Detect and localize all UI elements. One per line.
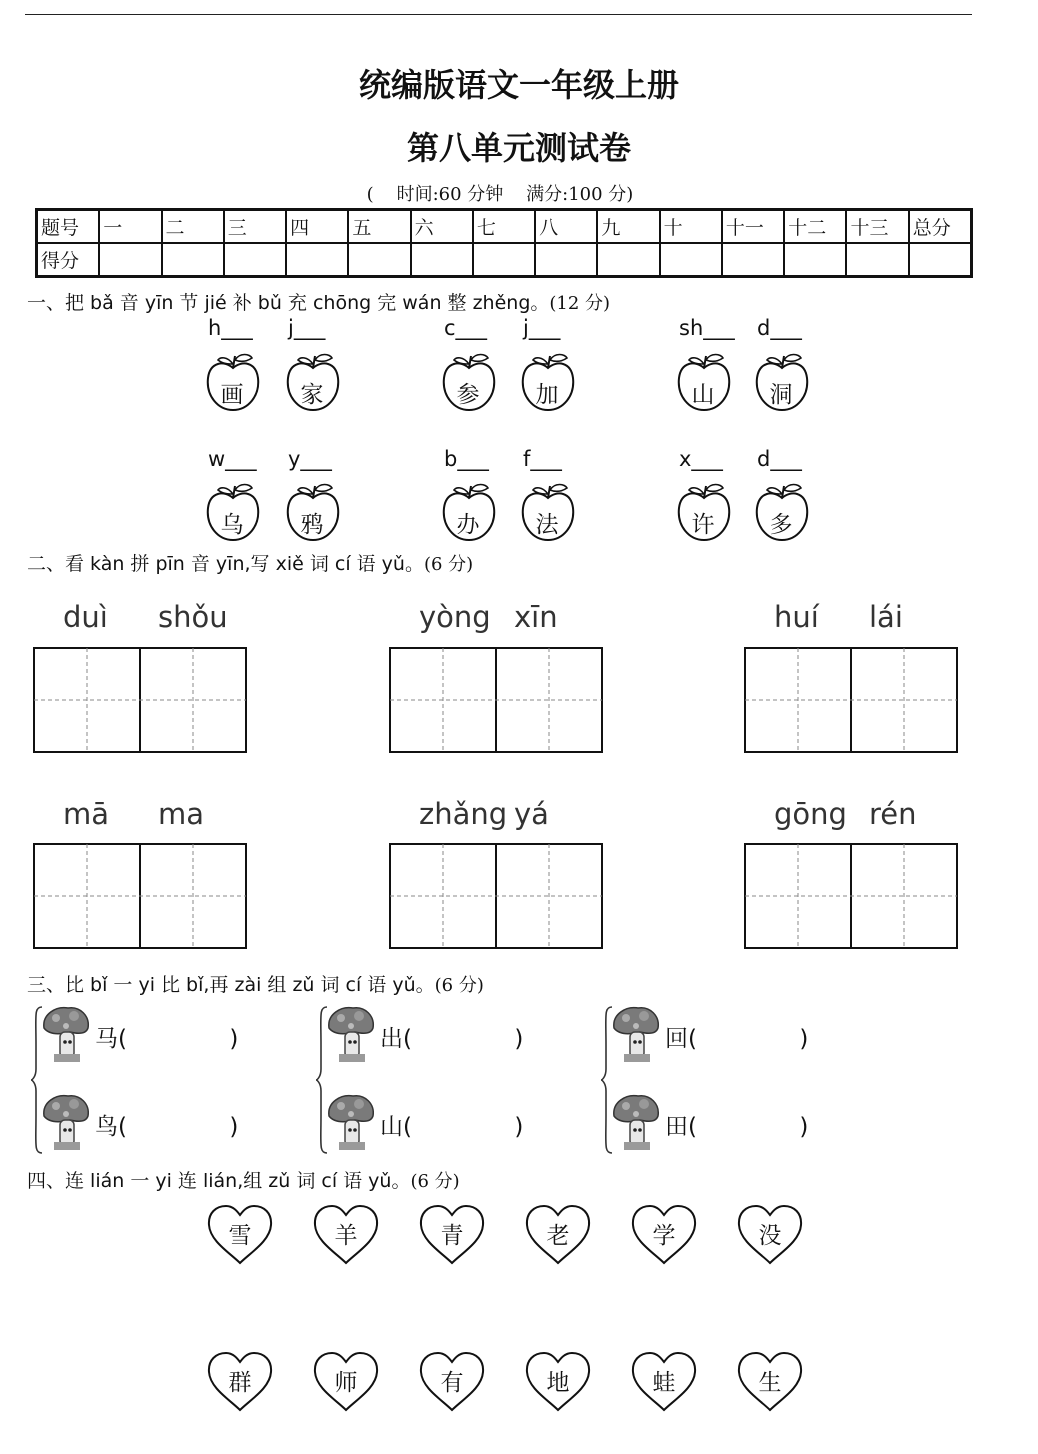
score-cell: 五 xyxy=(348,210,410,244)
apple-icon xyxy=(753,352,811,414)
score-input-cell[interactable] xyxy=(722,243,784,277)
pinyin-word: ma xyxy=(158,797,205,831)
score-cell: 四 xyxy=(286,210,348,244)
score-input-cell[interactable] xyxy=(660,243,722,277)
score-cell: 一 xyxy=(99,210,161,244)
compare-word-blank[interactable]: 回( ) xyxy=(665,1026,809,1052)
score-cell: 八 xyxy=(535,210,597,244)
score-input-cell[interactable] xyxy=(597,243,659,277)
tianzige-grid[interactable] xyxy=(389,843,603,949)
heart-character: 老 xyxy=(546,1223,570,1249)
heart-character: 蛙 xyxy=(652,1370,676,1396)
apple-icon xyxy=(675,352,733,414)
pinyin-word: duì xyxy=(63,600,108,634)
tianzige-grid[interactable] xyxy=(744,843,958,949)
exam-info: ( 时间:60 分钟 满分:100 分) xyxy=(366,184,634,205)
score-input-cell[interactable] xyxy=(99,243,161,277)
tianzige-grid[interactable] xyxy=(744,647,958,753)
heart-character: 师 xyxy=(334,1370,358,1396)
heart-character-card[interactable] xyxy=(736,1350,804,1414)
pinyin-word: zhǎng xyxy=(419,797,508,831)
apple-icon xyxy=(204,352,262,414)
score-cell: 十一 xyxy=(722,210,784,244)
heart-character-card[interactable] xyxy=(312,1350,380,1414)
pinyin-blank-label: j___ xyxy=(523,316,561,340)
score-input-cell[interactable] xyxy=(411,243,473,277)
pinyin-blank-label: f___ xyxy=(523,447,562,471)
heart-character-card[interactable] xyxy=(630,1203,698,1267)
apple-character: 加 xyxy=(535,382,559,408)
pinyin-word: yá xyxy=(514,797,549,831)
score-row-label: 得分 xyxy=(37,243,100,277)
tianzige-grid[interactable] xyxy=(33,647,247,753)
heart-character: 生 xyxy=(758,1370,782,1396)
apple-icon xyxy=(440,352,498,414)
heart-character: 没 xyxy=(758,1223,782,1249)
heart-character-card[interactable] xyxy=(312,1203,380,1267)
heart-character-card[interactable] xyxy=(418,1350,486,1414)
score-cell: 二 xyxy=(162,210,224,244)
q4-heading-text: 四、连 lián 一 yi 连 lián,组 zǔ 词 cí 语 yǔ。 xyxy=(27,1170,411,1192)
apple-icon xyxy=(753,482,811,544)
mushroom-icon xyxy=(610,1004,664,1070)
score-table xyxy=(35,208,973,278)
apple-icon xyxy=(440,482,498,544)
pinyin-blank-label: b___ xyxy=(444,447,489,471)
q2-heading xyxy=(27,549,473,576)
q1-heading xyxy=(27,288,610,315)
mushroom-icon xyxy=(325,1004,379,1070)
score-cell: 总分 xyxy=(909,210,972,244)
score-input-cell[interactable] xyxy=(535,243,597,277)
apple-character: 多 xyxy=(769,512,793,538)
heart-character: 地 xyxy=(546,1370,570,1396)
pinyin-word: mā xyxy=(63,797,110,831)
pinyin-word: huí xyxy=(774,600,819,634)
score-table-score-row xyxy=(37,243,972,277)
apple-character: 家 xyxy=(300,382,324,408)
heart-character-card[interactable] xyxy=(736,1203,804,1267)
score-cell: 三 xyxy=(224,210,286,244)
q3-heading-text: 三、比 bǐ 一 yi 比 bǐ,再 zài 组 zǔ 词 cí 语 yǔ。 xyxy=(27,974,435,996)
apple-character: 乌 xyxy=(220,512,244,538)
apple-character: 鸦 xyxy=(300,512,324,538)
pinyin-blank-label: y___ xyxy=(288,447,332,471)
q4-points: (6 分) xyxy=(410,1171,460,1192)
q2-heading-text: 二、看 kàn 拼 pīn 音 yīn,写 xiě 词 cí 语 yǔ。 xyxy=(27,553,424,575)
compare-word-blank[interactable]: 山( ) xyxy=(380,1114,524,1140)
apple-character: 画 xyxy=(220,382,244,408)
compare-word-blank[interactable]: 马( ) xyxy=(95,1026,239,1052)
score-input-cell[interactable] xyxy=(286,243,348,277)
tianzige-grid[interactable] xyxy=(389,647,603,753)
apple-character: 洞 xyxy=(769,382,793,408)
pinyin-word: yòng xyxy=(419,600,491,634)
apple-icon xyxy=(284,352,342,414)
q2-points: (6 分) xyxy=(423,554,474,575)
pinyin-blank-label: sh___ xyxy=(679,316,735,340)
apple-character: 法 xyxy=(535,512,559,538)
score-table-header-row xyxy=(37,210,972,244)
score-cell: 题号 xyxy=(37,210,100,244)
q3-points: (6 分) xyxy=(434,975,484,996)
heart-character: 雪 xyxy=(228,1223,252,1249)
heart-character: 羊 xyxy=(334,1223,358,1249)
pinyin-blank-label: d___ xyxy=(757,316,802,340)
score-input-cell[interactable] xyxy=(162,243,224,277)
q1-points: (12 分) xyxy=(549,293,611,314)
pinyin-word: xīn xyxy=(514,600,558,634)
pinyin-word: gōng xyxy=(774,797,847,831)
apple-character: 办 xyxy=(456,512,480,538)
heart-character: 学 xyxy=(652,1223,676,1249)
heart-character: 青 xyxy=(440,1223,464,1249)
apple-icon xyxy=(519,482,577,544)
pinyin-blank-label: x___ xyxy=(679,447,723,471)
score-input-cell[interactable] xyxy=(909,243,972,277)
score-input-cell[interactable] xyxy=(846,243,908,277)
page-subtitle: 第八单元测试卷 xyxy=(406,129,631,167)
apple-icon xyxy=(675,482,733,544)
apple-icon xyxy=(284,482,342,544)
score-cell: 六 xyxy=(411,210,473,244)
apple-character: 山 xyxy=(691,382,715,408)
mushroom-icon xyxy=(610,1092,664,1158)
q1-heading-text: 一、把 bǎ 音 yīn 节 jié 补 bǔ 充 chōng 完 wán 整 zhěng。 xyxy=(27,292,550,314)
pinyin-word: lái xyxy=(869,600,903,634)
score-input-cell[interactable] xyxy=(224,243,286,277)
heart-character: 群 xyxy=(228,1370,252,1396)
score-input-cell[interactable] xyxy=(784,243,846,277)
pinyin-blank-label: w___ xyxy=(208,447,257,471)
apple-character: 许 xyxy=(691,512,715,538)
score-cell: 七 xyxy=(473,210,535,244)
score-input-cell[interactable] xyxy=(348,243,410,277)
q3-heading xyxy=(27,970,484,997)
heart-character-card[interactable] xyxy=(206,1203,274,1267)
pinyin-blank-label: c___ xyxy=(444,316,488,340)
top-rule xyxy=(25,14,972,15)
pinyin-word: shǒu xyxy=(158,600,228,634)
score-input-cell[interactable] xyxy=(473,243,535,277)
heart-character-card[interactable] xyxy=(630,1350,698,1414)
pinyin-blank-label: h___ xyxy=(208,316,253,340)
page-title: 统编版语文一年级上册 xyxy=(358,66,679,104)
score-cell: 十二 xyxy=(784,210,846,244)
compare-word-blank[interactable]: 鸟( ) xyxy=(95,1114,239,1140)
mushroom-icon xyxy=(325,1092,379,1158)
apple-character: 参 xyxy=(456,382,480,408)
q4-heading xyxy=(27,1166,460,1193)
compare-word-blank[interactable]: 出( ) xyxy=(380,1026,524,1052)
pinyin-blank-label: d___ xyxy=(757,447,802,471)
mushroom-icon xyxy=(40,1004,94,1070)
heart-character-card[interactable] xyxy=(524,1350,592,1414)
tianzige-grid[interactable] xyxy=(33,843,247,949)
score-cell: 九 xyxy=(597,210,659,244)
heart-character: 有 xyxy=(440,1370,464,1396)
pinyin-blank-label: j___ xyxy=(288,316,326,340)
heart-character-card[interactable] xyxy=(418,1203,486,1267)
heart-character-card[interactable] xyxy=(206,1350,274,1414)
heart-character-card[interactable] xyxy=(524,1203,592,1267)
apple-icon xyxy=(519,352,577,414)
apple-icon xyxy=(204,482,262,544)
score-cell: 十三 xyxy=(846,210,908,244)
pinyin-word: rén xyxy=(869,797,917,831)
score-cell: 十 xyxy=(660,210,722,244)
compare-word-blank[interactable]: 田( ) xyxy=(665,1114,809,1140)
mushroom-icon xyxy=(40,1092,94,1158)
